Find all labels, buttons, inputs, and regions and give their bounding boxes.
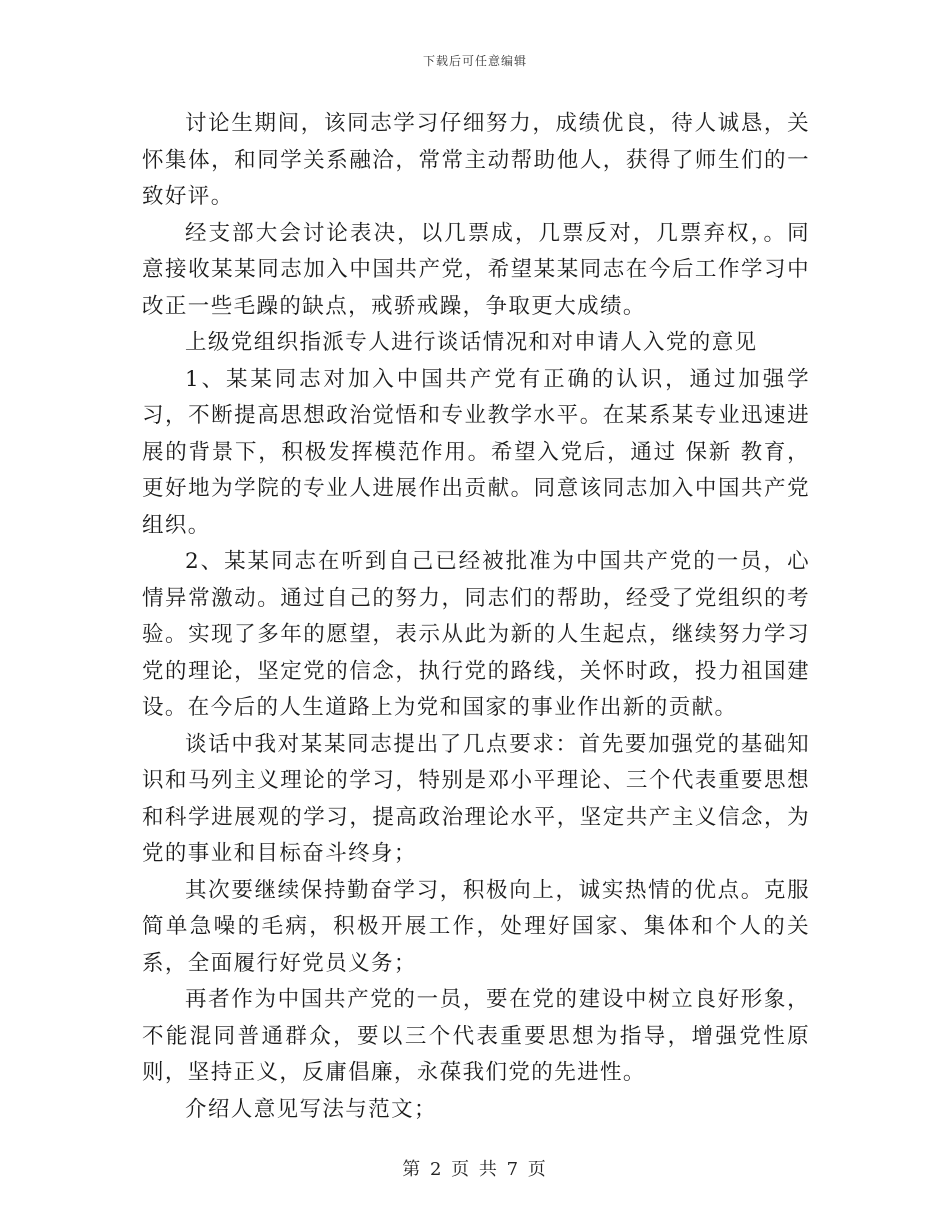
paragraph: 谈话中我对某某同志提出了几点要求：首先要加强党的基础知识和马列主义理论的学习，特别是邓小平理论、三个代表重要思想和科学进展观的学习，提高政治理论水平，坚定共产主义信念，为党的事业和目标奋斗终身； [142, 731, 810, 866]
paragraph: 1、某某同志对加入中国共产党有正确的认识，通过加强学习，不断提高思想政治觉悟和专业教学水平。在某系某专业迅速进展的背景下，积极发挥模范作用。希望入党后，通过 保新 教育，更好地为学院的专业人进展作出贡献。同意该同志加入中国共产党组织。 [142, 366, 810, 538]
page-number: 第 2 页 共 7 页 [402, 1159, 548, 1180]
page-header: 下载后可任意编辑 [422, 54, 527, 68]
paragraph: 介绍人意见写法与范文； [185, 1096, 437, 1122]
paragraph: 经支部大会讨论表决，以几票成，几票反对，几票弃权，。同意接收某某同志加入中国共产党，希望某某同志在今后工作学习中改正一些毛躁的缺点，戒骄戒躁，争取更大成绩。 [142, 220, 810, 319]
paragraph: 2、某某同志在听到自己已经被批准为中国共产党的一员，心情异常激动。通过自己的努力，同志们的帮助，经受了党组织的考验。实现了多年的愿望，表示从此为新的人生起点，继续努力学习党的理论，坚定党的信念，执行党的路线，关怀时政，投力祖国建设。在今后的人生道路上为党和国家的事业作出新的贡献。 [142, 549, 810, 720]
document-body [142, 106, 810, 1128]
paragraph: 再者作为中国共产党的一员，要在党的建设中树立良好形象，不能混同普通群众，要以三个代表重要思想为指导，增强党性原则，坚持正义，反庸倡廉，永葆我们党的先进性。 [142, 987, 810, 1085]
section-heading: 上级党组织指派专人进行谈话情况和对申请人入党的意见 [185, 330, 758, 355]
paragraph: 其次要继续保持勤奋学习，积极向上，诚实热情的优点。克服简单急噪的毛病，积极开展工作，处理好国家、集体和个人的关系，全面履行好党员义务； [142, 877, 810, 976]
paragraph: 讨论生期间，该同志学习仔细努力，成绩优良，待人诚恳，关怀集体，和同学关系融洽，常常主动帮助他人，获得了师生们的一致好评。 [142, 111, 810, 209]
